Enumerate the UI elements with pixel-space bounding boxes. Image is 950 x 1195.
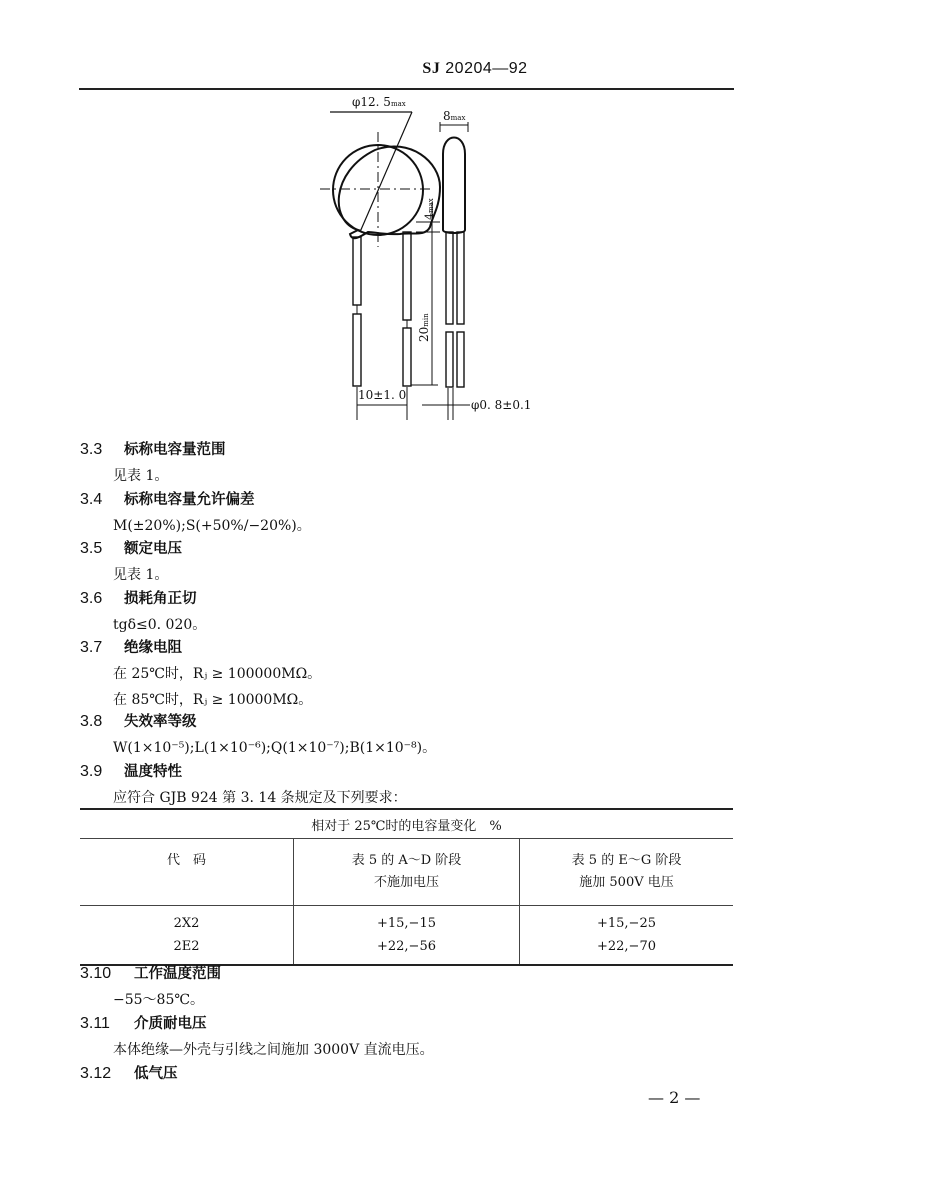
section-3-11: 3.11 介质耐电压 本体绝缘—外壳与引线之间施加 3000V 直流电压。 <box>80 1015 434 1058</box>
section-body: −55～85℃。 <box>113 992 205 1008</box>
section-body: tgδ≤0. 020。 <box>113 617 207 633</box>
table-caption: 相对于 25℃时的电容量变化 % <box>311 818 502 834</box>
spacing-label: 10±1. 0 <box>358 388 407 402</box>
table-header-eg: 表 5 的 E～G 阶段 施加 500V 电压 <box>571 853 682 890</box>
section-body: 在 25℃时，Rⱼ ≥ 100000MΩ。 <box>113 666 322 682</box>
section-body: 见表 1。 <box>113 567 169 583</box>
page-number: — 2 — <box>648 1088 701 1107</box>
section-3-7: 3.7 绝缘电阻 在 25℃时，Rⱼ ≥ 100000MΩ。 在 85℃时，Rⱼ ≥ 10000MΩ。 <box>80 639 322 708</box>
standard-prefix: SJ <box>422 60 441 77</box>
section-3-9: 3.9 温度特性 应符合 GJB 924 第 3. 14 条规定及下列要求： <box>80 763 407 806</box>
section-title: 损耗角正切 <box>124 591 197 607</box>
standard-code-header <box>0 60 950 78</box>
section-title: 标称电容量允许偏差 <box>124 492 255 508</box>
section-body: 应符合 GJB 924 第 3. 14 条规定及下列要求： <box>113 790 407 806</box>
section-body: 本体绝缘—外壳与引线之间施加 3000V 直流电压。 <box>113 1042 434 1058</box>
svg-text:20min: 20min <box>417 313 431 342</box>
table-row: 2X2 <box>173 916 200 931</box>
table-cell-ad: +15,−15 +22,−56 <box>294 906 520 966</box>
stub-label: 4 <box>423 213 436 220</box>
section-title: 工作温度范围 <box>134 966 221 982</box>
section-title: 低气压 <box>134 1066 178 1082</box>
diameter-label: φ12. 5 <box>352 95 391 109</box>
section-3-3: 3.3 标称电容量范围 见表 1。 <box>80 441 226 484</box>
temperature-characteristic-table <box>80 808 733 966</box>
section-body: M(±20%);S(+50%/−20%)。 <box>113 518 311 534</box>
table-cell-codes <box>80 906 294 966</box>
header-rule <box>79 88 734 90</box>
section-3-4: 3.4 标称电容量允许偏差 M(±20%);S(+50%/−20%)。 <box>80 491 311 534</box>
table-cell-eg: +15,−25 +22,−70 <box>596 916 656 954</box>
table-header-code: 代 码 <box>80 839 294 906</box>
section-title: 介质耐电压 <box>134 1016 207 1032</box>
section-title: 失效率等级 <box>124 714 197 730</box>
section-title: 绝缘电阻 <box>124 640 182 656</box>
section-body: W(1×10⁻⁵);L(1×10⁻⁶);Q(1×10⁻⁷);B(1×10⁻⁸)。 <box>113 740 437 756</box>
svg-text:4max: 4max <box>423 198 436 220</box>
lead-length-label: 20 <box>417 326 431 342</box>
section-3-12: 3.12 低气压 <box>80 1065 178 1082</box>
capacitor-outline-drawing <box>300 92 560 422</box>
lead-diameter-label: φ0. 8±0.1 <box>471 398 532 412</box>
section-3-6: 3.6 损耗角正切 tgδ≤0. 020。 <box>80 590 207 633</box>
width-label: 8 <box>443 109 451 123</box>
section-title: 温度特性 <box>124 764 182 780</box>
section-3-5: 3.5 额定电压 见表 1。 <box>80 540 182 583</box>
section-title: 额定电压 <box>124 541 182 557</box>
svg-text:8max: 8max <box>443 109 466 123</box>
section-title: 标称电容量范围 <box>124 442 226 458</box>
section-body: 在 85℃时，Rⱼ ≥ 10000MΩ。 <box>113 692 313 708</box>
svg-text:φ12. 5max: φ12. 5max <box>352 95 406 109</box>
section-3-8: 3.8 失效率等级 W(1×10⁻⁵);L(1×10⁻⁶);Q(1×10⁻⁷);B(1×10⁻⁸)。 <box>80 713 437 756</box>
table-row: 2E2 <box>173 939 200 954</box>
standard-number: 20204—92 <box>445 60 528 77</box>
section-3-10: 3.10 工作温度范围 −55～85℃。 <box>80 965 221 1008</box>
section-body: 见表 1。 <box>113 468 169 484</box>
table-header-ad: 表 5 的 A～D 阶段 不施加电压 <box>294 839 520 906</box>
